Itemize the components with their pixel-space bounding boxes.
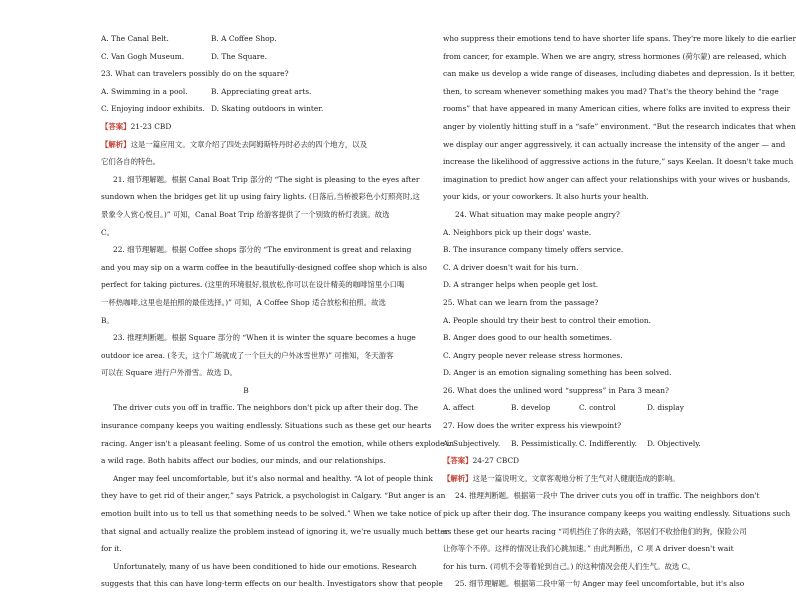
p22-line: B。 bbox=[101, 315, 114, 325]
q27-option-a: A. Subjectively. bbox=[443, 438, 501, 448]
q26-option-d: D. display bbox=[647, 403, 684, 413]
q22-option-a: A. The Canal Belt. bbox=[101, 34, 169, 43]
q24-option: C. A driver doesn't wait for his turn. bbox=[443, 262, 579, 272]
p21-line: sundown when the bridges get lit up using fairy lights. (日落后,当桥被彩色小灯照亮时,这 bbox=[101, 192, 420, 202]
q22-option-c: C. Van Gogh Museum. bbox=[101, 51, 185, 61]
passage-line: they have to get rid of their anger,” says Patrick, a psychologist in Calgary. “But anger is an bbox=[101, 491, 446, 501]
answer-line bbox=[101, 118, 391, 136]
q24-option: D. A stranger helps when people get lost. bbox=[443, 280, 599, 290]
explain-line bbox=[101, 136, 391, 154]
q27-options bbox=[443, 435, 744, 453]
q23-option-a: A. Swimming in a pool. bbox=[101, 86, 188, 96]
q22-options-row2 bbox=[101, 48, 391, 66]
q26-option-c: C. control bbox=[579, 403, 616, 413]
q25-option: A. People should try their best to control their emotion. bbox=[443, 315, 651, 325]
q22-option-b: B. A Coffee Shop. bbox=[211, 34, 277, 43]
p23-line: 可以在 Square 进行户外滑雪。故选 D。 bbox=[101, 368, 237, 378]
p22-line: 一杯热咖啡,这里也是拍照的最佳选择。)” 可知，A Coffee Shop 适合放松和拍照。故选 bbox=[101, 297, 386, 307]
q25-option: D. Anger is an emotion signaling something has been solved. bbox=[443, 368, 672, 378]
q26-question: 26. What does the unlined word “suppress” in Para 3 mean? bbox=[443, 385, 669, 395]
q22-option-d: D. The Square. bbox=[211, 51, 267, 61]
explain-tag: 【解析】 bbox=[443, 473, 473, 483]
answer-tag: 【答案】 bbox=[101, 121, 131, 131]
q24-question: 24. What situation may make people angry? bbox=[455, 209, 620, 219]
q23-option-b: B. Appreciating great arts. bbox=[211, 86, 312, 96]
passage-line: rooms” that have appeared in many American cities, where folks are invited to express their bbox=[443, 104, 791, 114]
answer-tag: 【答案】 bbox=[443, 456, 473, 466]
explain-line-2: 它们各自的特色。 bbox=[101, 157, 161, 167]
q25-option: B. Anger does good to our health sometimes. bbox=[443, 333, 612, 343]
q27-option-b: B. Pessimistically. bbox=[511, 438, 578, 448]
passage-line: who suppress their emotions tend to have shorter life spans. They're more likely to die earlier bbox=[443, 34, 796, 43]
passage-line: your kids, or your coworkers. It also hurts your health. bbox=[443, 192, 649, 202]
passage-line: for it. bbox=[101, 544, 122, 554]
q24-option: A. Neighbors pick up their dogs' waste. bbox=[443, 227, 592, 237]
q27-option-d: D. Objectively. bbox=[647, 438, 701, 448]
q23-option-c: C. Enjoying indoor exhibits. bbox=[101, 104, 205, 114]
explain-line bbox=[443, 470, 744, 488]
explain-tag: 【解析】 bbox=[101, 139, 131, 149]
passage-line: insurance company keeps you waiting endlessly. Situations such as these get our hearts bbox=[101, 421, 432, 431]
q26-option-b: B. develop bbox=[511, 403, 551, 413]
q27-option-c: C. Indifferently. bbox=[579, 438, 638, 448]
q24-option: B. The insurance company timely offers service. bbox=[443, 245, 624, 255]
p24-line: 让你等个不停。这样的情况让我们心跳加速。” 由此判断出，C 项 A driver doesn't wait bbox=[443, 544, 734, 554]
q23-question: 23. What can travelers possibly do on the square? bbox=[101, 69, 289, 79]
q26-option-a: A. affect bbox=[443, 403, 475, 413]
passage-line: then, to scream whenever something makes you mad? That's the theory behind the “rage bbox=[443, 86, 779, 96]
passage-line: that signal and actually realize the problem instead of ignoring it, we're usually much better bbox=[101, 526, 449, 536]
passage-line: racing. Anger isn't a pleasant feeling. Some of us control the emotion, while others explode in bbox=[101, 438, 454, 448]
q23-options-row2 bbox=[101, 100, 391, 118]
p24-line: for his turn. (司机不会等着轮到自己。) 的这种情况会使人们生气。故选 C。 bbox=[443, 561, 695, 571]
p25-line: 25. 细节理解题。根据第二段中第一句 Anger may feel uncomfortable, but it's also bbox=[455, 579, 745, 589]
section-b-heading: B bbox=[243, 385, 249, 395]
p24-line: 24. 推理判断题。根据第一段中 The driver cuts you off in traffic. The neighbors don't bbox=[455, 491, 760, 501]
p23-line: outdoor ice area. (冬天，这个广场就成了一个巨大的户外冰雪世界)” 可推知，冬天游客 bbox=[101, 350, 394, 360]
passage-line: The driver cuts you off in traffic. The neighbors don't pick up after their dog. The bbox=[113, 403, 418, 413]
q27-question: 27. How does the writer express his viewpoint? bbox=[443, 421, 622, 431]
passage-line: Unfortunately, many of us have been conditioned to hide our emotions. Research bbox=[113, 561, 417, 571]
p24-line: as these get our hearts racing “司机挡住了你的去路，邻居们不收拾他们的狗，保险公司 bbox=[443, 526, 747, 536]
passage-line: from cancer, for example. When we are angry, stress hormones (荷尔蒙) are released, which bbox=[443, 51, 787, 61]
passage-line: Anger may feel uncomfortable, but it's also normal and healthy. “A lot of people think bbox=[113, 473, 433, 483]
passage-line: increase the likelihood of aggressive actions in the future,” says Keelan. It doesn't take much bbox=[443, 157, 794, 167]
passage-line: a wild rage. Both habits affect our bodies, our minds, and our relationships. bbox=[101, 456, 386, 466]
explain-text: 这是一篇应用文。文章介绍了四处去阿姆斯特丹时必去的四个地方，以及 bbox=[130, 139, 368, 149]
q26-options bbox=[443, 399, 744, 417]
p22-line: and you may sip on a warm coffee in the beautifully-designed coffee shop which is also bbox=[101, 262, 427, 272]
q23-options-row1 bbox=[101, 83, 391, 101]
passage-line: suggests that this can have long-term effects on our health. Investigators show that people bbox=[101, 579, 443, 589]
answer-text: 21-23 CBD bbox=[130, 121, 172, 131]
p21-line: 21. 细节理解题。根据 Canal Boat Trip 部分的 “The sight is pleasing to the eyes after bbox=[113, 174, 420, 184]
passage-line: we display our anger aggressively, it can actually increase the intensity of the anger — and bbox=[443, 139, 786, 149]
left-column bbox=[101, 30, 454, 593]
passage-line: imagination to predict how anger can affect your relationships with your wives or husbands, bbox=[443, 174, 791, 184]
q23-option-d: D. Skating outdoors in winter. bbox=[211, 104, 324, 114]
p21-line: 景象令人赏心悦目。)” 可知，Canal Boat Trip 给游客提供了一个别致的桥灯表演。故选 bbox=[101, 209, 390, 219]
answer-text: 24-27 CBCD bbox=[472, 456, 520, 466]
passage-line: anger by violently hitting stuff in a “safe” environment. “But the research indicates that when bbox=[443, 121, 796, 131]
p24-line: pick up after their dog. The insurance company keeps you waiting endlessly. Situations such bbox=[443, 509, 791, 519]
p21-line: C。 bbox=[101, 227, 115, 237]
right-column bbox=[443, 30, 796, 593]
answer-line bbox=[443, 452, 744, 470]
q25-option: C. Angry people never release stress hormones. bbox=[443, 350, 623, 360]
q25-question: 25. What can we learn from the passage? bbox=[443, 297, 599, 307]
passage-line: emotion built into us to tell us that something needs to be solved.” When we take notice of bbox=[101, 509, 442, 519]
p22-line: 22. 细节理解题。根据 Coffee shops 部分的 “The environment is great and relaxing bbox=[113, 245, 412, 255]
p22-line: perfect for taking pictures. (这里的环境很好,很放松,你可以在设计精美的咖啡馆里小口喝 bbox=[101, 280, 405, 290]
passage-line: can make us develop a wide range of diseases, including diabetes and depression. Is it better, bbox=[443, 69, 796, 79]
q22-options-row1 bbox=[101, 30, 391, 48]
p23-line: 23. 推理判断题。根据 Square 部分的 “When it is winter the square becomes a huge bbox=[113, 333, 416, 343]
explain-text: 这是一篇说明文。文章客观地分析了生气对人健康造成的影响。 bbox=[472, 473, 680, 483]
